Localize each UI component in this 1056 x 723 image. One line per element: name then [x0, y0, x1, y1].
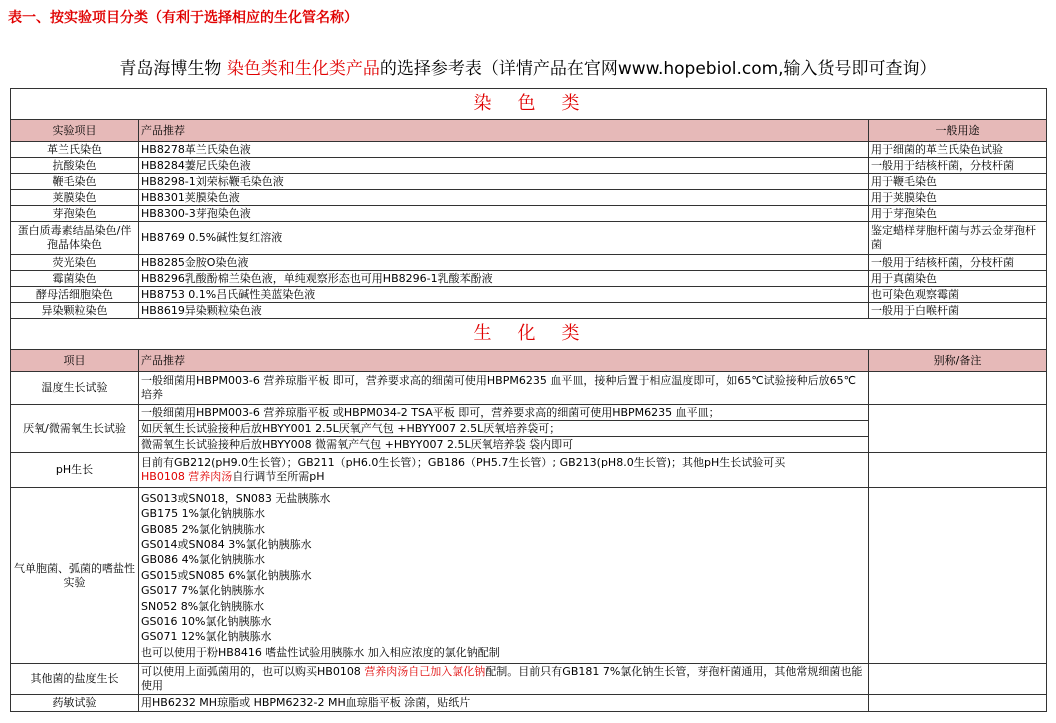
biochem-note	[869, 664, 1047, 695]
salt-line: 也可以使用于粉HB8416 嗜盐性试验用胰胨水 加入相应浓度的氯化钠配制	[141, 645, 500, 659]
header-product: 产品推荐	[139, 120, 869, 142]
other-salt-text-1: 可以使用上面弧菌用的，也可以购买HB0108	[141, 665, 365, 678]
staining-column-headers	[11, 120, 1047, 142]
staining-product: HB8769 0.5%碱性复红溶液	[139, 222, 869, 255]
biochem-row-ph	[11, 453, 1047, 488]
biochem-note	[869, 695, 1047, 712]
biochem-product	[139, 664, 869, 695]
biochem-note	[869, 372, 1047, 405]
title-suffix: 的选择参考表（详情产品在官网www.hopebiol.com,输入货号即可查询）	[379, 59, 937, 79]
staining-item: 荚膜染色	[11, 190, 139, 206]
staining-item: 霉菌染色	[11, 271, 139, 287]
biochem-product	[139, 488, 869, 664]
other-salt-text-2: 配制。目前只有GB181 7%氯化钠生长管，芽孢杆菌通用，其他常规细菌也能使用	[141, 665, 863, 692]
staining-row	[11, 287, 1047, 303]
salt-line: GS015或SN085 6%氯化钠胰胨水	[141, 568, 312, 582]
staining-product: HB8300-3芽孢染色液	[139, 206, 869, 222]
staining-item: 酵母活细胞染色	[11, 287, 139, 303]
header-product: 产品推荐	[139, 350, 869, 372]
biochem-row-other-salt	[11, 664, 1047, 695]
other-salt-text-red: 营养肉汤自己加入氯化钠	[364, 665, 486, 678]
staining-use: 用于荚膜染色	[869, 190, 1047, 206]
reference-table	[10, 88, 1047, 712]
biochem-product	[139, 453, 869, 488]
table-caption: 表一、按实验项目分类（有利于选择相应的生化管名称）	[8, 10, 358, 26]
staining-row	[11, 174, 1047, 190]
staining-item: 异染颗粒染色	[11, 303, 139, 319]
salt-line: GB175 1%氯化钠胰胨水	[141, 507, 266, 521]
staining-item: 芽孢染色	[11, 206, 139, 222]
staining-use: 一般用于结核杆菌，分枝杆菌	[869, 255, 1047, 271]
staining-row	[11, 190, 1047, 206]
biochem-note	[869, 453, 1047, 488]
salt-line: GB085 2%氯化钠胰胨水	[141, 522, 266, 536]
staining-use: 用于真菌染色	[869, 271, 1047, 287]
biochem-heading: 生 化 类	[11, 319, 1047, 350]
staining-product: HB8284萋尼氏染色液	[139, 158, 869, 174]
header-item: 项目	[11, 350, 139, 372]
page-title	[0, 54, 1056, 79]
biochem-item: 温度生长试验	[11, 372, 139, 405]
staining-row	[11, 303, 1047, 319]
staining-product: HB8619异染颗粒染色液	[139, 303, 869, 319]
staining-row	[11, 271, 1047, 287]
biochem-product-line: 一般细菌用HBPM003-6 营养琼脂平板 或HBPM034-2 TSA平板 即可，营养要求高的细菌可使用HBPM6235 血平皿；	[139, 405, 869, 421]
salt-line: GS016 10%氯化钠胰胨水	[141, 615, 272, 629]
salt-line: GS013或SN018，SN083 无盐胰胨水	[141, 491, 331, 505]
staining-product: HB8285金胺O染色液	[139, 255, 869, 271]
biochem-section-header	[11, 319, 1047, 350]
staining-product: HB8298-1刘荣标鞭毛染色液	[139, 174, 869, 190]
biochem-note	[869, 488, 1047, 664]
salt-line: GB086 4%氯化钠胰胨水	[141, 553, 266, 567]
biochem-item: 气单胞菌、弧菌的嗜盐性实验	[11, 488, 139, 664]
staining-section-header	[11, 89, 1047, 120]
staining-item: 抗酸染色	[11, 158, 139, 174]
staining-use: 用于芽孢染色	[869, 206, 1047, 222]
biochem-product-line: 微需氧生长试验接种后放HBYY008 微需氧产气包 +HBYY007 2.5L厌氧培养袋 袋内即可	[139, 437, 869, 453]
staining-use: 用于细菌的革兰氏染色试验	[869, 142, 1047, 158]
salt-line: GS014或SN084 3%氯化钠胰胨水	[141, 537, 312, 551]
ph-text-2: 自行调节至所需pH	[232, 470, 325, 483]
ph-text-red: HB0108 营养肉汤	[141, 470, 233, 483]
biochem-product-line: 如厌氧生长试验接种后放HBYY001 2.5L厌氧产气包 +HBYY007 2.5L厌氧培养袋可；	[139, 421, 869, 437]
salt-line: SN052 8%氯化钠胰胨水	[141, 599, 265, 613]
title-highlight: 染色类和生化类产品	[226, 59, 380, 79]
staining-product: HB8753 0.1%吕氏碱性美蓝染色液	[139, 287, 869, 303]
header-item: 实验项目	[11, 120, 139, 142]
staining-product: HB8278革兰氏染色液	[139, 142, 869, 158]
title-prefix: 青岛海博生物	[119, 59, 227, 79]
biochem-item: 厌氧/微需氧生长试验	[11, 405, 139, 453]
staining-item: 荧光染色	[11, 255, 139, 271]
biochem-row-salt	[11, 488, 1047, 664]
staining-use: 一般用于白喉杆菌	[869, 303, 1047, 319]
staining-item: 革兰氏染色	[11, 142, 139, 158]
biochem-item: pH生长	[11, 453, 139, 488]
header-note: 别称/备注	[869, 350, 1047, 372]
staining-row	[11, 142, 1047, 158]
salt-line: GS071 12%氯化钠胰胨水	[141, 630, 272, 644]
staining-item: 鞭毛染色	[11, 174, 139, 190]
biochem-item: 药敏试验	[11, 695, 139, 712]
biochem-row-drug	[11, 695, 1047, 712]
biochem-product: 用HB6232 MH琼脂或 HBPM6232-2 MH血琼脂平板 涂菌，贴纸片	[139, 695, 869, 712]
staining-use: 用于鞭毛染色	[869, 174, 1047, 190]
biochem-row-temperature	[11, 372, 1047, 405]
staining-row	[11, 222, 1047, 255]
staining-row	[11, 255, 1047, 271]
staining-row	[11, 158, 1047, 174]
staining-item: 蛋白质毒素结晶染色/伴孢晶体染色	[11, 222, 139, 255]
staining-use: 也可染色观察霉菌	[869, 287, 1047, 303]
ph-text-1: 目前有GB212(pH9.0生长管）；GB211（pH6.0生长管）；GB186（PH5.7生长管）; GB213(pH8.0生长管)；其他pH生长试验可买	[141, 456, 786, 469]
staining-product: HB8301荚膜染色液	[139, 190, 869, 206]
salt-line: GS017 7%氯化钠胰胨水	[141, 584, 265, 598]
header-use: 一般用途	[869, 120, 1047, 142]
staining-use: 一般用于结核杆菌，分枝杆菌	[869, 158, 1047, 174]
staining-use: 鉴定蜡样芽胞杆菌与苏云金芽孢杆菌	[869, 222, 1047, 255]
biochem-product: 一般细菌用HBPM003-6 营养琼脂平板 即可，营养要求高的细菌可使用HBPM6235 血平皿，接种后置于相应温度即可，如65℃试验接种后放65℃培养	[139, 372, 869, 405]
biochem-column-headers	[11, 350, 1047, 372]
biochem-note	[869, 405, 1047, 453]
biochem-item: 其他菌的盐度生长	[11, 664, 139, 695]
staining-heading: 染 色 类	[11, 89, 1047, 120]
biochem-row-anaerobic	[11, 405, 1047, 421]
staining-product: HB8296乳酸酚棉兰染色液，单纯观察形态也可用HB8296-1乳酸苯酚液	[139, 271, 869, 287]
staining-row	[11, 206, 1047, 222]
